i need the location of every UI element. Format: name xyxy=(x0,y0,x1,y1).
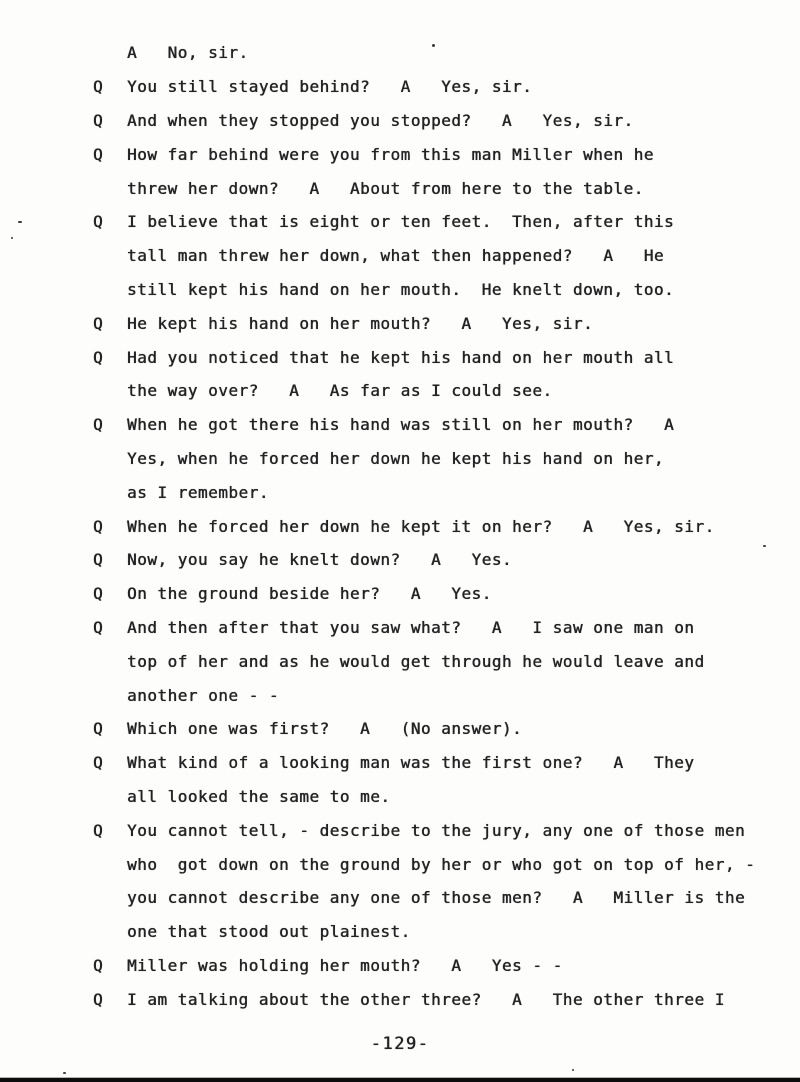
line-text: all looked the same to me. xyxy=(127,786,391,806)
transcript-line xyxy=(0,340,800,374)
speaker-marker: Q xyxy=(93,144,104,164)
transcript-line xyxy=(0,408,800,442)
transcript-line xyxy=(0,915,800,949)
speaker-marker: Q xyxy=(93,955,104,975)
line-text: one that stood out plainest. xyxy=(127,922,411,942)
transcript-line xyxy=(0,847,800,881)
transcript-line xyxy=(0,36,800,70)
scan-speck xyxy=(63,1072,66,1074)
scan-speck xyxy=(18,221,22,223)
line-text: Now, you say he knelt down? A Yes. xyxy=(127,550,513,570)
transcript-line xyxy=(0,577,800,611)
line-text: Miller was holding her mouth? A Yes - - xyxy=(127,955,563,975)
transcript-line xyxy=(0,171,800,205)
transcript-line xyxy=(0,239,800,273)
scan-speck xyxy=(572,1069,574,1071)
speaker-marker: Q xyxy=(93,212,104,232)
transcript-line xyxy=(0,746,800,780)
transcript-line xyxy=(0,543,800,577)
line-text: tall man threw her down, what then happened? A He xyxy=(127,246,665,266)
transcript-body xyxy=(0,36,800,1016)
line-text: top of her and as he would get through he would leave and xyxy=(127,651,705,671)
transcript-line xyxy=(0,137,800,171)
transcript-line xyxy=(0,813,800,847)
speaker-marker: Q xyxy=(93,584,104,604)
line-text: still kept his hand on her mouth. He knelt down, too. xyxy=(127,279,675,299)
speaker-marker: Q xyxy=(93,719,104,739)
transcript-line xyxy=(0,442,800,476)
transcript-line xyxy=(0,306,800,340)
line-text: A No, sir. xyxy=(127,43,249,63)
transcript-line xyxy=(0,644,800,678)
line-text: I am talking about the other three? A The other three I xyxy=(127,989,725,1009)
transcript-line xyxy=(0,273,800,307)
line-text: On the ground beside her? A Yes. xyxy=(127,584,492,604)
speaker-marker: Q xyxy=(93,415,104,435)
line-text: What kind of a looking man was the first one? A They xyxy=(127,753,695,773)
line-text: you cannot describe any one of those men? A Miller is the xyxy=(127,888,746,908)
page-number: -129- xyxy=(370,1034,430,1054)
line-text: another one - - xyxy=(127,685,279,705)
transcript-line xyxy=(0,611,800,645)
scan-speck xyxy=(11,237,13,239)
scan-edge-bottom xyxy=(0,1078,800,1082)
line-text: I believe that is eight or ten feet. Then, after this xyxy=(127,212,675,232)
line-text: Which one was first? A (No answer). xyxy=(127,719,523,739)
speaker-marker: Q xyxy=(93,989,104,1009)
speaker-marker: Q xyxy=(93,516,104,536)
transcript-line xyxy=(0,881,800,915)
line-text: And when they stopped you stopped? A Yes, sir. xyxy=(127,110,634,130)
line-text: And then after that you saw what? A I saw one man on xyxy=(127,617,695,637)
line-text: Yes, when he forced her down he kept his hand on her, xyxy=(127,448,665,468)
line-text: who got down on the ground by her or who got on top of her, - xyxy=(127,854,756,874)
transcript-line xyxy=(0,982,800,1016)
speaker-marker: Q xyxy=(93,77,104,97)
transcript-line xyxy=(0,104,800,138)
transcript-line xyxy=(0,780,800,814)
line-text: He kept his hand on her mouth? A Yes, sir. xyxy=(127,313,594,333)
line-text: threw her down? A About from here to the table. xyxy=(127,178,644,198)
speaker-marker: Q xyxy=(93,110,104,130)
speaker-marker: Q xyxy=(93,617,104,637)
transcript-line xyxy=(0,949,800,983)
speaker-marker: Q xyxy=(93,313,104,333)
speaker-marker: Q xyxy=(93,550,104,570)
scan-speck xyxy=(763,545,766,547)
line-text: You still stayed behind? A Yes, sir. xyxy=(127,77,533,97)
speaker-marker: Q xyxy=(93,820,104,840)
transcript-line xyxy=(0,205,800,239)
line-text: When he got there his hand was still on her mouth? A xyxy=(127,415,675,435)
line-text: When he forced her down he kept it on her? A Yes, sir. xyxy=(127,516,715,536)
transcript-line xyxy=(0,475,800,509)
transcript-line xyxy=(0,509,800,543)
transcript-line xyxy=(0,712,800,746)
line-text: the way over? A As far as I could see. xyxy=(127,381,553,401)
speaker-marker: Q xyxy=(93,347,104,367)
line-text: Had you noticed that he kept his hand on her mouth all xyxy=(127,347,675,367)
scan-speck xyxy=(432,44,435,47)
line-text: as I remember. xyxy=(127,482,269,502)
transcript-line xyxy=(0,374,800,408)
speaker-marker: Q xyxy=(93,753,104,773)
transcript-line xyxy=(0,70,800,104)
line-text: How far behind were you from this man Miller when he xyxy=(127,144,654,164)
transcript-line xyxy=(0,678,800,712)
line-text: You cannot tell, - describe to the jury, any one of those men xyxy=(127,820,746,840)
